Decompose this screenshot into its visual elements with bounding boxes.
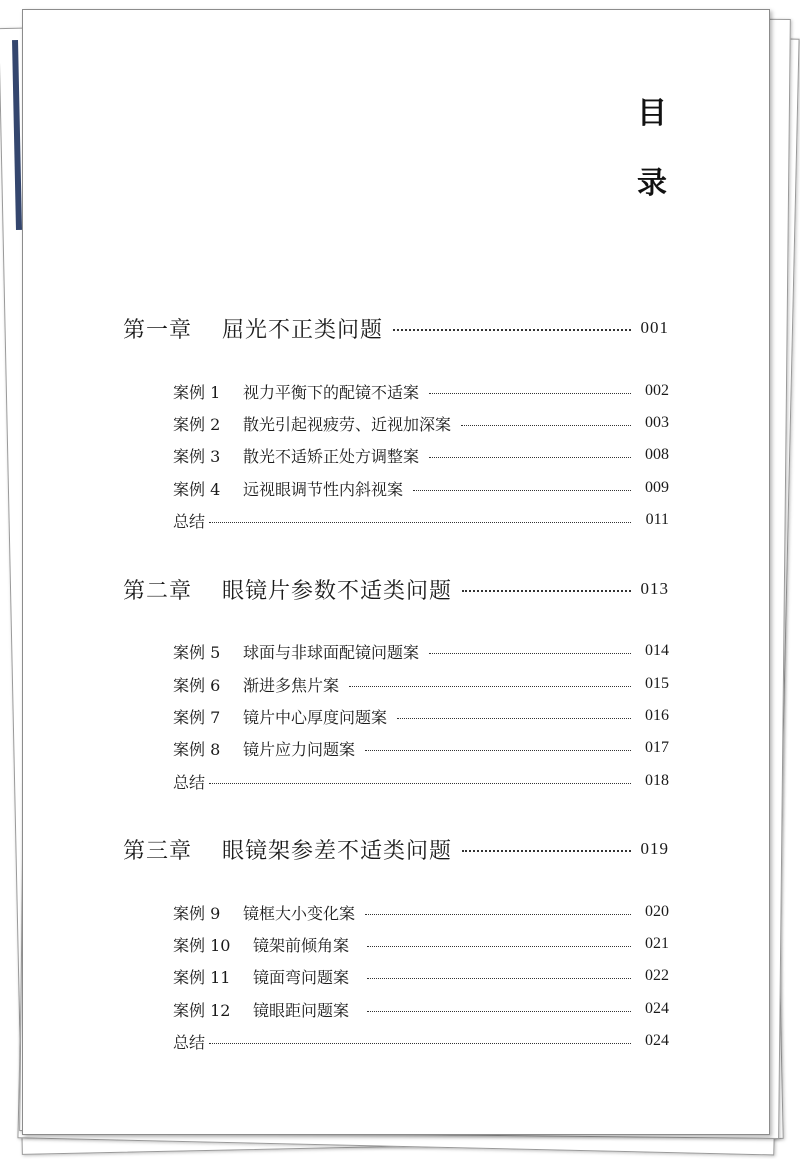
case-title: 渐进多焦片案 bbox=[243, 675, 340, 695]
case-entry[interactable] bbox=[173, 995, 669, 1023]
chapter-number: 第三章 bbox=[123, 838, 193, 864]
case-label: 案例 6 bbox=[173, 675, 221, 695]
dot-leader bbox=[429, 393, 631, 394]
page-number: 018 bbox=[645, 772, 669, 789]
page-number: 002 bbox=[645, 382, 669, 399]
page-number: 017 bbox=[645, 739, 669, 756]
toc-title-char: 录 bbox=[637, 166, 667, 201]
chapter-entry[interactable] bbox=[123, 831, 669, 867]
summary-entry[interactable] bbox=[173, 767, 669, 795]
case-label: 案例 1 bbox=[173, 382, 221, 402]
case-label: 案例 5 bbox=[173, 642, 221, 662]
dot-leader bbox=[367, 946, 631, 947]
case-label: 案例 3 bbox=[173, 446, 221, 466]
case-title: 镜片应力问题案 bbox=[243, 739, 356, 759]
case-label: 案例 9 bbox=[173, 903, 221, 923]
case-title: 镜眼距问题案 bbox=[253, 1000, 350, 1020]
page-number: 019 bbox=[640, 839, 669, 858]
case-title: 镜框大小变化案 bbox=[243, 903, 356, 923]
dot-leader bbox=[209, 522, 631, 523]
summary-entry[interactable] bbox=[173, 506, 669, 534]
case-title: 视力平衡下的配镜不适案 bbox=[243, 382, 420, 402]
case-title: 散光不适矫正处方调整案 bbox=[243, 446, 420, 466]
case-title: 镜面弯问题案 bbox=[253, 967, 350, 987]
chapter-title: 眼镜片参数不适类问题 bbox=[222, 578, 453, 604]
case-title: 镜片中心厚度问题案 bbox=[243, 707, 388, 727]
dot-leader bbox=[209, 783, 631, 784]
case-label: 案例 7 bbox=[173, 707, 221, 727]
case-entry[interactable] bbox=[173, 962, 669, 990]
dot-leader bbox=[209, 1043, 631, 1044]
case-entry[interactable] bbox=[173, 474, 669, 502]
case-entry[interactable] bbox=[173, 734, 669, 762]
dot-leader bbox=[393, 329, 630, 331]
case-title: 球面与非球面配镜问题案 bbox=[243, 642, 420, 662]
chapter-entry[interactable] bbox=[123, 571, 669, 607]
chapter-number: 第一章 bbox=[123, 317, 193, 343]
case-label: 案例 10 bbox=[173, 935, 231, 955]
page-number: 011 bbox=[645, 511, 669, 528]
summary-label: 总结 bbox=[173, 772, 206, 792]
page-number: 022 bbox=[645, 967, 669, 984]
case-entry[interactable] bbox=[173, 702, 669, 730]
case-entry[interactable] bbox=[173, 409, 669, 437]
chapter-entry[interactable] bbox=[123, 310, 669, 346]
summary-label: 总结 bbox=[173, 511, 206, 531]
toc-page bbox=[22, 9, 770, 1135]
page-number: 009 bbox=[645, 479, 669, 496]
case-entry[interactable] bbox=[173, 637, 669, 665]
chapter-title: 屈光不正类问题 bbox=[222, 317, 384, 343]
page-number: 015 bbox=[645, 675, 669, 692]
toc-title-char: 目 bbox=[637, 96, 667, 131]
page-number: 016 bbox=[645, 707, 669, 724]
case-label: 案例 12 bbox=[173, 1000, 231, 1020]
case-entry[interactable] bbox=[173, 377, 669, 405]
dot-leader bbox=[365, 750, 631, 751]
summary-entry[interactable] bbox=[173, 1027, 669, 1055]
case-title: 远视眼调节性内斜视案 bbox=[243, 479, 404, 499]
page-number: 001 bbox=[640, 318, 669, 337]
page-number: 003 bbox=[645, 414, 669, 431]
case-label: 案例 2 bbox=[173, 414, 221, 434]
page-number: 013 bbox=[640, 579, 669, 598]
case-label: 案例 4 bbox=[173, 479, 221, 499]
case-entry[interactable] bbox=[173, 930, 669, 958]
case-label: 案例 11 bbox=[173, 967, 231, 987]
dot-leader bbox=[461, 425, 631, 426]
dot-leader bbox=[365, 914, 631, 915]
dot-leader bbox=[462, 850, 630, 852]
page-number: 020 bbox=[645, 903, 669, 920]
case-title: 散光引起视疲劳、近视加深案 bbox=[243, 414, 452, 434]
case-title: 镜架前倾角案 bbox=[253, 935, 350, 955]
case-label: 案例 8 bbox=[173, 739, 221, 759]
case-entry[interactable] bbox=[173, 441, 669, 469]
dot-leader bbox=[413, 490, 631, 491]
page-number: 024 bbox=[645, 1032, 669, 1049]
summary-label: 总结 bbox=[173, 1032, 206, 1052]
dot-leader bbox=[429, 457, 631, 458]
dot-leader bbox=[349, 686, 631, 687]
dot-leader bbox=[429, 653, 631, 654]
case-entry[interactable] bbox=[173, 670, 669, 698]
dot-leader bbox=[367, 978, 631, 979]
page-number: 014 bbox=[645, 642, 669, 659]
page-number: 008 bbox=[645, 446, 669, 463]
case-entry[interactable] bbox=[173, 898, 669, 926]
dot-leader bbox=[367, 1011, 631, 1012]
page-number: 021 bbox=[645, 935, 669, 952]
dot-leader bbox=[462, 590, 630, 592]
chapter-title: 眼镜架参差不适类问题 bbox=[222, 838, 453, 864]
chapter-number: 第二章 bbox=[123, 578, 193, 604]
dot-leader bbox=[397, 718, 631, 719]
page-number: 024 bbox=[645, 1000, 669, 1017]
